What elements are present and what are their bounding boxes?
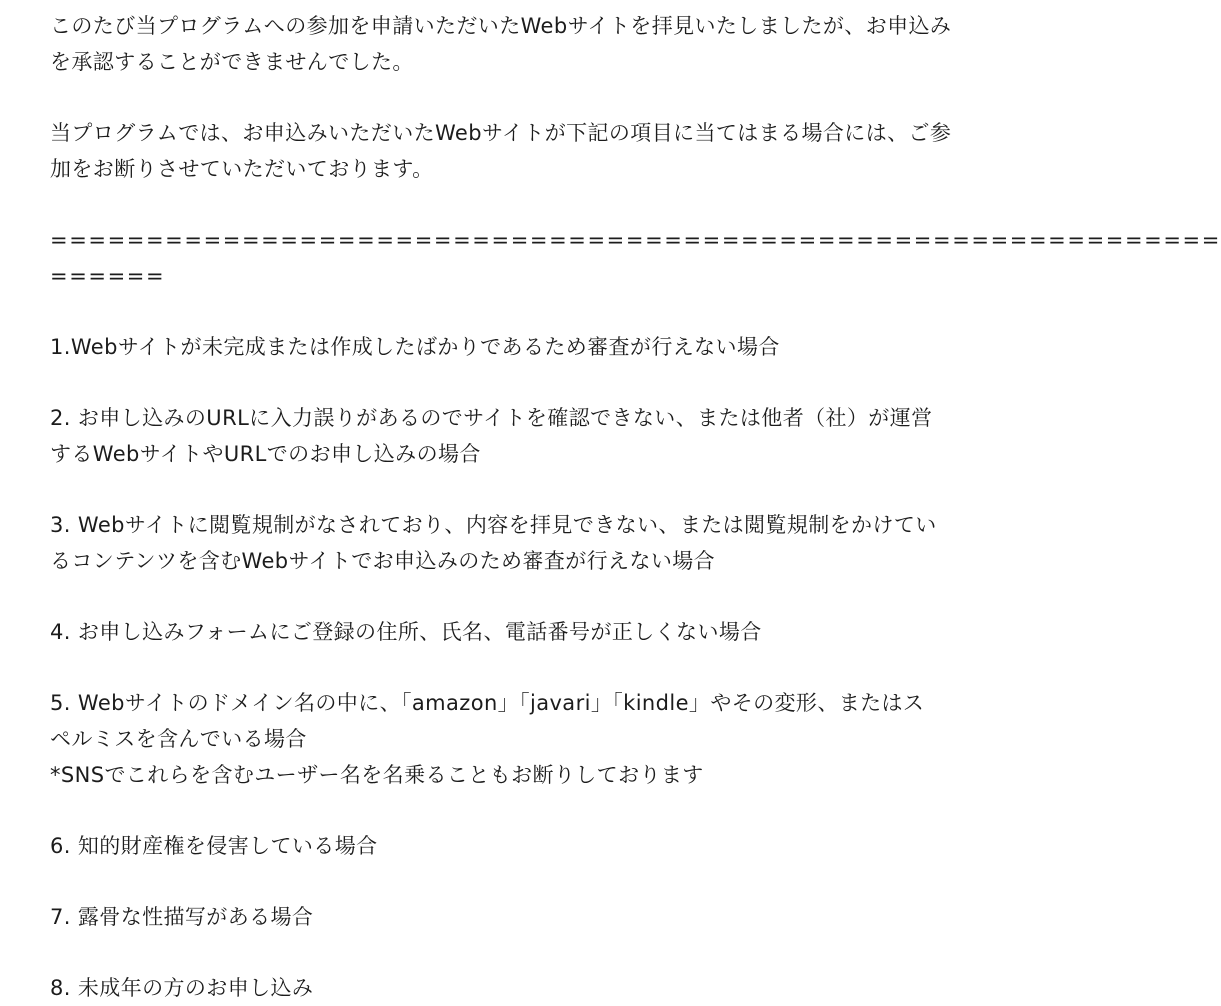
policy-line-2: 加をお断りさせていただいております。 bbox=[50, 157, 434, 181]
intro-line-2: を承認することができませんでした。 bbox=[50, 50, 414, 74]
list-item-8: 8. 未成年の方のお申し込み bbox=[50, 976, 314, 1000]
list-item-1: 1.Webサイトが未完成または作成したばかりであるため審査が行えない場合 bbox=[50, 335, 780, 359]
intro-line-1: このたび当プログラムへの参加を申請いただいたWebサイトを拝見いたしましたが、お申込み bbox=[50, 14, 952, 38]
list-item-2-line-2: するWebサイトやURLでのお申し込みの場合 bbox=[50, 442, 481, 466]
list-item-5-line-1: 5. Webサイトのドメイン名の中に、「amazon」「javari」「kindle」やその変形、またはス bbox=[50, 691, 925, 715]
list-item-5-line-2: ペルミスを含んでいる場合 bbox=[50, 727, 307, 751]
list-item-3-line-1: 3. Webサイトに閲覧規制がなされており、内容を拝見できない、または閲覧規制をかけてい bbox=[50, 513, 937, 537]
list-item-7: 7. 露骨な性描写がある場合 bbox=[50, 905, 314, 929]
policy-line-1: 当プログラムでは、お申込みいただいたWebサイトが下記の項目に当てはまる場合には、ご参 bbox=[50, 121, 952, 145]
list-item-4: 4. お申し込みフォームにご登録の住所、氏名、電話番号が正しくない場合 bbox=[50, 620, 762, 644]
separator-line-1: ============================================================= bbox=[50, 228, 1221, 252]
list-item-5-note: *SNSでこれらを含むユーザー名を名乗ることもお断りしております bbox=[50, 763, 704, 787]
list-item-3-line-2: るコンテンツを含むWebサイトでお申込みのため審査が行えない場合 bbox=[50, 549, 716, 573]
separator-line-2: ====== bbox=[50, 264, 166, 288]
list-item-2-line-1: 2. お申し込みのURLに入力誤りがあるのでサイトを確認できない、または他者（社）が運営 bbox=[50, 406, 933, 430]
list-item-6: 6. 知的財産権を侵害している場合 bbox=[50, 834, 378, 858]
